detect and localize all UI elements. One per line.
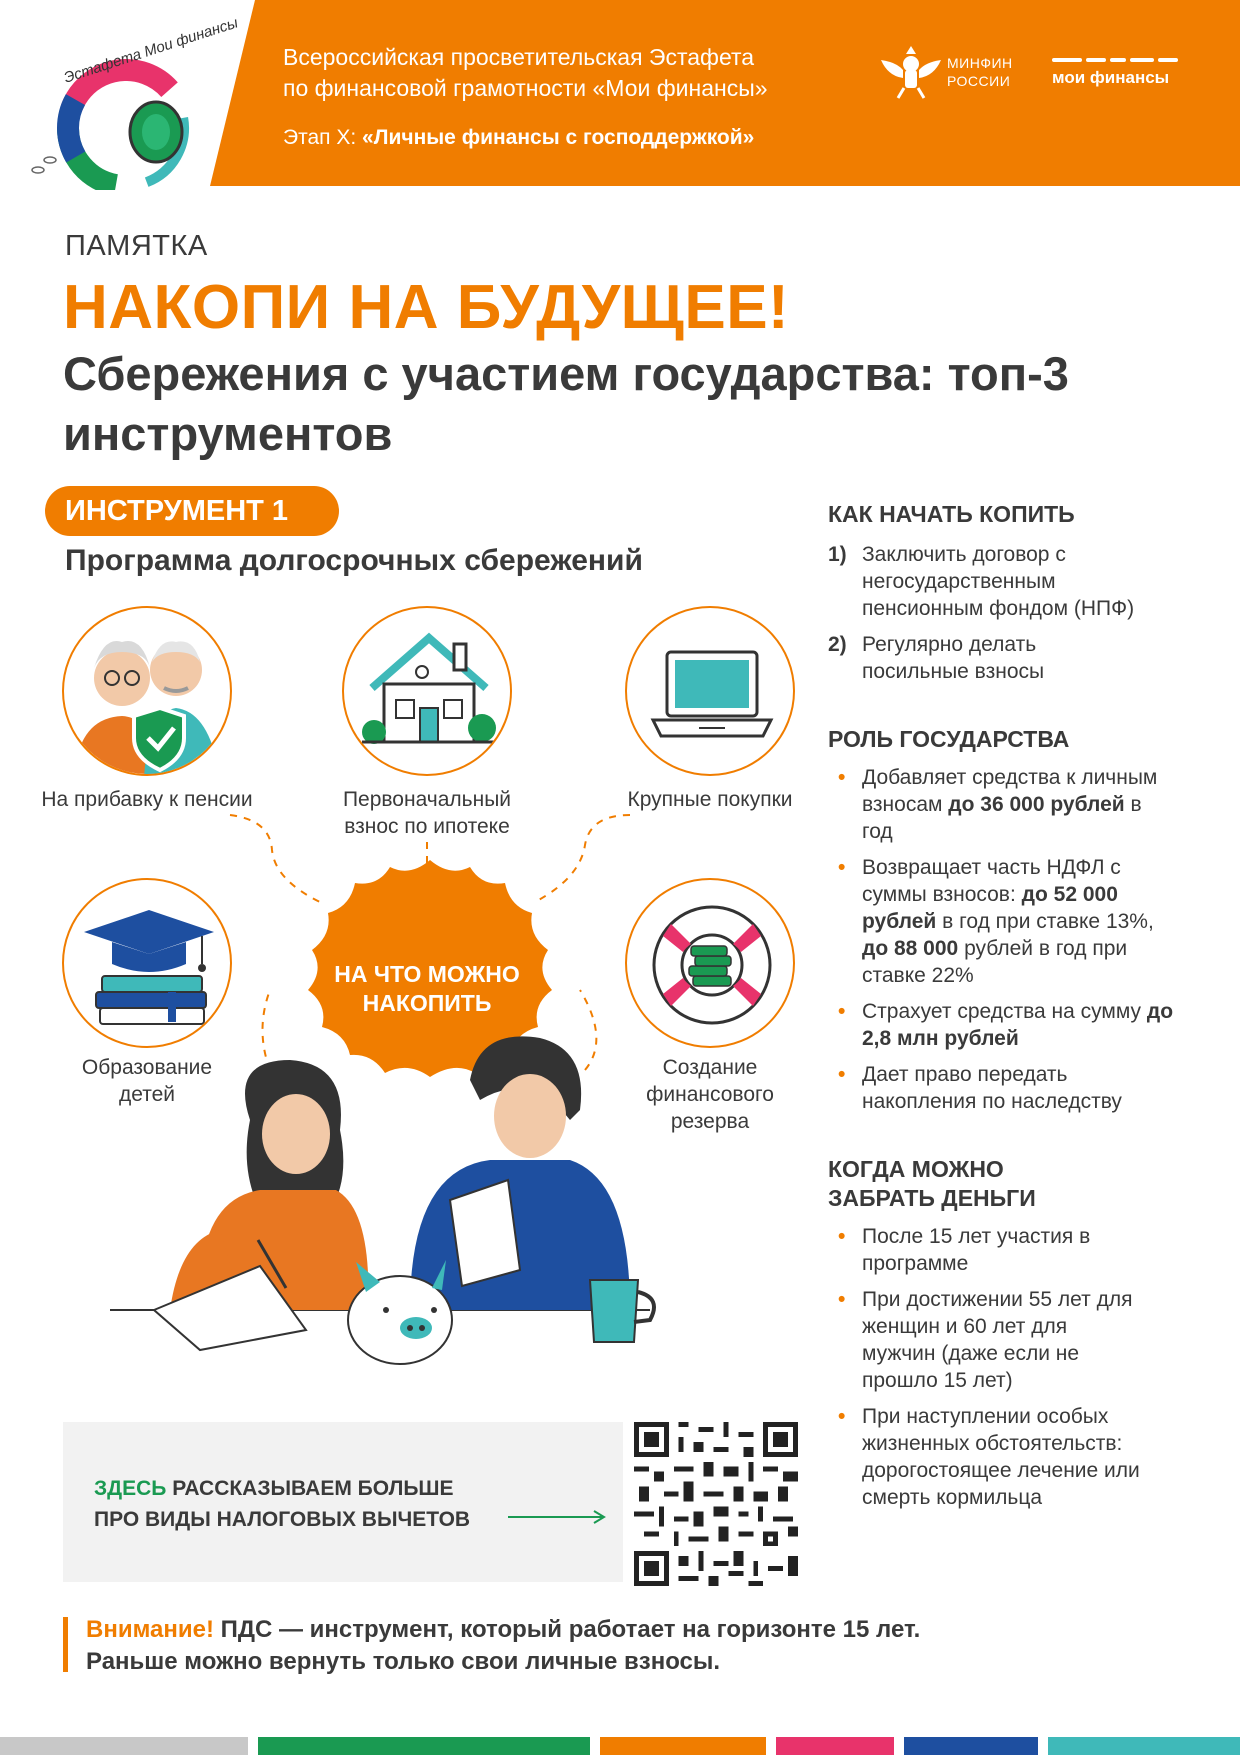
attention-line2: Раньше можно вернуть только свои личные взносы.: [86, 1648, 721, 1675]
list-item: [828, 854, 1228, 989]
list-text: При наступлении особых жизненных обстоятельств: дорогостоящее лечение или смерть кормильца: [862, 1405, 1140, 1509]
state-role-1c: в год: [862, 793, 1142, 843]
list-number: 1): [828, 543, 847, 566]
bullet-dot: •: [838, 1288, 846, 1311]
stage-name: «Личные финансы с господдержкой»: [362, 126, 755, 149]
qr-code[interactable]: [634, 1422, 798, 1586]
list-text: Заключить договор с негосударственным пенсионным фондом (НПФ): [862, 543, 1135, 620]
list-text: [862, 854, 1162, 989]
list-item: [828, 764, 1228, 845]
list-text: [862, 764, 1162, 845]
house-icon: [344, 608, 512, 776]
footer-stripe: [776, 1737, 894, 1755]
attention-note: [86, 1614, 920, 1678]
page-title: НАКОПИ НА БУДУЩЕЕ!: [63, 273, 790, 342]
list-text: При достижении 55 лет для женщин и 60 лет для мужчин (даже если не прошло 15 лет): [862, 1288, 1133, 1392]
footer-stripe: [600, 1737, 766, 1755]
laptop-icon: [627, 608, 795, 776]
goal-purchases-label: Крупные покупки: [627, 788, 793, 811]
list-item: [828, 1061, 1228, 1115]
qr-banner-highlight: ЗДЕСЬ: [94, 1477, 167, 1500]
goal-pension-circle: [62, 606, 232, 776]
state-role-2c: в год при ставке 13%,: [936, 910, 1154, 933]
state-role-2e: рублей в год при ставке 22%: [862, 937, 1128, 987]
instrument-badge: ИНСТРУМЕНТ 1: [45, 486, 339, 536]
moi-finansy-text: мои финансы: [1052, 68, 1170, 87]
lifebuoy-coins-icon: [627, 880, 795, 1048]
goal-mortgage-label: Первоначальный взнос по ипотеке: [342, 788, 512, 838]
bullet-dot: •: [838, 766, 846, 789]
list-text: [862, 998, 1202, 1052]
state-role-1a: Добавляет средства к личным взносам: [862, 766, 1158, 816]
list-number: 2): [828, 633, 847, 656]
graduation-books-icon: [64, 880, 232, 1048]
state-role-2d: до 88 000: [862, 937, 959, 960]
minfin-line2: РОССИИ: [947, 73, 1011, 89]
arrow-right-icon: [508, 1510, 608, 1524]
elderly-couple-icon: [64, 608, 232, 776]
footer-stripe: [1048, 1737, 1240, 1755]
page-subtitle: Сбережения с участием государства: топ-3 инструментов: [63, 347, 1069, 460]
goal-mortgage-circle: [342, 606, 512, 776]
relay-logo-text: Эстафета Мои финансы: [61, 14, 241, 87]
list-text: Регулярно делать посильные взносы: [862, 633, 1045, 683]
bullet-dot: •: [838, 1063, 846, 1086]
attention-label: Внимание!: [86, 1616, 214, 1643]
attention-line1: ПДС — инструмент, который работает на горизонте 15 лет.: [213, 1616, 921, 1643]
goal-purchases-circle: [625, 606, 795, 776]
state-role-1b: до 36 000 рублей: [948, 793, 1125, 816]
footer-stripe: [258, 1737, 590, 1755]
state-role-list: [828, 764, 1228, 1115]
bullet-dot: •: [838, 856, 846, 879]
bullet-dot: •: [838, 1225, 846, 1248]
list-item: [828, 541, 1228, 622]
qr-banner-text[interactable]: [94, 1473, 470, 1535]
memo-label: ПАМЯТКА: [65, 230, 208, 262]
goal-education-circle: [62, 878, 232, 1048]
state-role-2a: Возвращает часть НДФЛ с суммы взносов:: [862, 856, 1121, 906]
relay-title-line2: по финансовой грамотности «Мои финансы»: [283, 75, 768, 101]
couple-with-piggy-bank-illustration: [110, 1030, 670, 1390]
list-item: [828, 631, 1228, 685]
footer-stripe: [248, 1737, 258, 1755]
footer-color-stripes: [0, 1737, 1240, 1755]
list-item: [828, 998, 1228, 1052]
state-role-3b: до 2,8 млн рублей: [862, 1000, 1174, 1050]
relay-title-line1: Всероссийская просветительская Эстафета: [283, 44, 755, 70]
how-to-start-list: [828, 541, 1228, 685]
center-burst-label: НА ЧТО МОЖНО НАКОПИТЬ: [334, 961, 520, 1016]
footer-stripe: [894, 1737, 904, 1755]
info-column: [828, 500, 1228, 1520]
minfin-line1: МИНФИН: [947, 55, 1013, 71]
bullet-dot: •: [838, 1405, 846, 1428]
goal-education-label: Образование детей: [81, 1056, 213, 1106]
attention-accent-bar: [63, 1617, 68, 1672]
list-item: [828, 1223, 1228, 1277]
program-title: Программа долгосрочных сбережений: [65, 544, 643, 577]
goal-pension-label: На прибавку к пенсии: [41, 788, 253, 811]
state-role-2b: до 52 000 рублей: [862, 883, 1118, 933]
list-text: Дает право передать накопления по наследству: [862, 1063, 1122, 1113]
stage-prefix: Этап X:: [283, 126, 363, 149]
bullet-dot: •: [838, 1000, 846, 1023]
list-item: [828, 1286, 1228, 1394]
list-text: После 15 лет участия в программе: [862, 1225, 1091, 1275]
state-role-3a: Страхует средства на сумму: [862, 1000, 1147, 1023]
how-to-start-heading: КАК НАЧАТЬ КОПИТЬ: [828, 501, 1075, 527]
footer-stripe: [904, 1737, 1038, 1755]
list-item: [828, 1403, 1228, 1511]
footer-stripe: [766, 1737, 776, 1755]
withdraw-heading: КОГДА МОЖНО ЗАБРАТЬ ДЕНЬГИ: [828, 1156, 1036, 1211]
footer-stripe: [1038, 1737, 1048, 1755]
withdraw-list: [828, 1223, 1228, 1511]
goal-reserve-label: Создание финансового резерва: [646, 1056, 774, 1133]
footer-stripe: [0, 1737, 248, 1755]
footer-stripe: [590, 1737, 600, 1755]
goal-reserve-circle: [625, 878, 795, 1048]
state-role-heading: РОЛЬ ГОСУДАРСТВА: [828, 726, 1070, 752]
qr-banner-line1: РАССКАЗЫВАЕМ БОЛЬШЕ: [166, 1477, 454, 1500]
qr-banner-line2: ПРО ВИДЫ НАЛОГОВЫХ ВЫЧЕТОВ: [94, 1508, 471, 1531]
